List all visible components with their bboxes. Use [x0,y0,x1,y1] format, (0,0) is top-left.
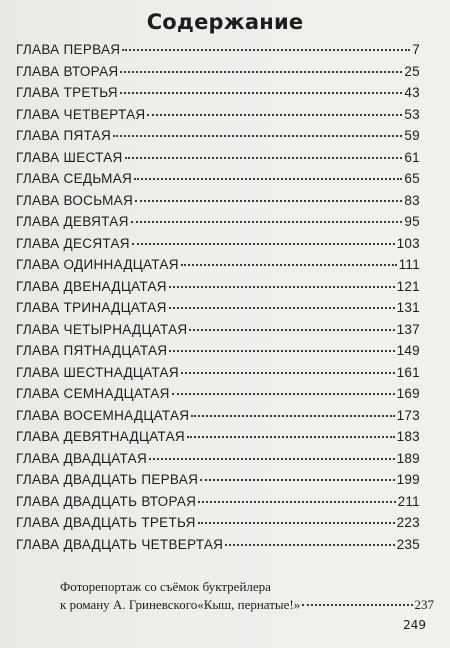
toc-entry-page: 149 [396,343,420,358]
toc-entry [16,515,420,537]
dot-leader [147,114,402,116]
toc-entry-page: 137 [396,321,420,337]
dot-leader [200,479,394,481]
toc-entry [16,300,420,322]
photo-report-text-2: к роману А. Гриневского«Кыш, пернатые!» [60,597,301,612]
toc-entry-page: 131 [396,300,420,315]
photo-report-entry [60,578,434,614]
toc-entry-label: ГЛАВА ДВЕНАДЦАТАЯ [16,278,167,294]
dot-leader [169,350,394,352]
toc-entry [16,107,420,129]
toc-entry-page: 59 [404,128,420,143]
toc-entry [16,85,420,107]
toc-entry-page: 111 [398,257,420,272]
toc-entry [16,257,420,279]
toc-entry-page: 173 [396,407,420,423]
toc-entry [16,42,420,64]
toc-entry-page: 53 [404,106,420,122]
toc-entry [16,214,420,236]
toc-entry-page: 189 [396,450,420,466]
toc-entry-label: ГЛАВА ШЕСТНАДЦАТАЯ [16,364,179,380]
toc-entry-page: 183 [396,429,420,444]
toc-entry [16,386,420,408]
toc-entry-label: ГЛАВА ЧЕТВЕРТАЯ [16,106,146,122]
toc-entry-label: ГЛАВА ОДИННАДЦАТАЯ [16,257,179,272]
toc-entry [16,365,420,387]
toc-entry-label: ГЛАВА ТРЕТЬЯ [16,85,118,100]
dot-leader [120,92,403,94]
toc-entry-page: 7 [412,42,420,57]
toc-entry-label: ГЛАВА ВОСЬМАЯ [16,192,133,208]
toc-entry-page: 61 [404,149,420,165]
dot-leader [198,501,395,503]
toc-entry-label: ГЛАВА ПЯТАЯ [16,128,112,143]
toc-entry [16,279,420,301]
dot-leader [169,286,395,288]
dot-leader [302,604,412,606]
dot-leader [131,221,403,223]
toc-entry [16,472,420,494]
toc-entry-page: 199 [396,472,420,487]
toc-entry-label: ГЛАВА ЧЕТЫРНАДЦАТАЯ [16,321,188,337]
toc-entry-label: ГЛАВА ДЕСЯТАЯ [16,235,130,251]
toc-entry-label: ГЛАВА ДВАДЦАТАЯ [16,450,148,466]
toc-entry-label: ГЛАВА ШЕСТАЯ [16,149,123,165]
toc-entry-label: ГЛАВА ДВАДЦАТЬ ТРЕТЬЯ [16,515,196,530]
toc-entry-label: ГЛАВА ДЕВЯТНАДЦАТАЯ [16,429,185,444]
toc-entry [16,494,420,516]
toc-entry [16,537,420,559]
toc-entry [16,429,420,451]
dot-leader [125,157,403,159]
dot-leader [198,522,395,524]
toc-entry [16,193,420,215]
toc-entry-label: ГЛАВА ТРИНАДЦАТАЯ [16,300,167,315]
toc-entry-label: ГЛАВА ДЕВЯТАЯ [16,214,129,229]
toc-entry [16,408,420,430]
toc-entry-label: ГЛАВА ВТОРАЯ [16,63,119,79]
toc-entry-label: ГЛАВА ПЯТНАДЦАТАЯ [16,343,168,358]
toc-entry-page: 211 [397,493,420,509]
toc-entry [16,64,420,86]
dot-leader [172,393,395,395]
toc-entry-page: 121 [396,278,420,294]
toc-entry-label: ГЛАВА СЕМНАДЦАТАЯ [16,386,170,401]
dot-leader [225,544,394,546]
toc-entry-label: ГЛАВА СЕДЬМАЯ [16,171,133,186]
toc-entry-page: 103 [396,235,420,251]
page-title: Содержание [146,10,304,34]
photo-report-line-2 [60,596,434,614]
dot-leader [149,458,395,460]
dot-leader [122,49,410,51]
dot-leader [189,329,394,331]
photo-report-text-1: Фоторепортаж со съёмок буктрейлера [60,579,271,594]
dot-leader [169,307,395,309]
toc-entry-page: 169 [396,386,420,401]
toc-entry-label: ГЛАВА ДВАДЦАТЬ ЧЕТВЕРТАЯ [16,536,224,552]
toc-entry [16,322,420,344]
toc-entry-label: ГЛАВА ДВАДЦАТЬ ВТОРАЯ [16,493,197,509]
photo-report-page: 237 [414,597,434,612]
toc-entry-page: 65 [404,171,420,186]
toc-entry-page: 95 [404,214,420,229]
dot-leader [113,135,402,137]
dot-leader [135,200,402,202]
dot-leader [191,415,394,417]
toc-entry [16,451,420,473]
toc-entry [16,150,420,172]
toc-entry-page: 235 [396,536,420,552]
toc-entry-page: 43 [404,85,420,100]
dot-leader [132,243,395,245]
dot-leader [181,372,395,374]
page-number: 249 [403,618,426,632]
toc-entry-label: ГЛАВА ВОСЕМНАДЦАТАЯ [16,407,190,423]
toc-entry [16,171,420,193]
toc-entry-label: ГЛАВА ДВАДЦАТЬ ПЕРВАЯ [16,472,199,487]
toc-entry-label: ГЛАВА ПЕРВАЯ [16,42,121,57]
dot-leader [120,71,402,73]
dot-leader [134,178,402,180]
toc-entry [16,343,420,365]
toc-entry-page: 223 [396,515,420,530]
table-of-contents [16,42,420,558]
toc-entry [16,236,420,258]
dot-leader [181,264,397,266]
toc-entry-page: 161 [396,364,420,380]
toc-entry-page: 25 [404,63,420,79]
photo-report-line-1 [60,578,434,596]
toc-entry-page: 83 [404,192,420,208]
dot-leader [187,436,395,438]
toc-entry [16,128,420,150]
